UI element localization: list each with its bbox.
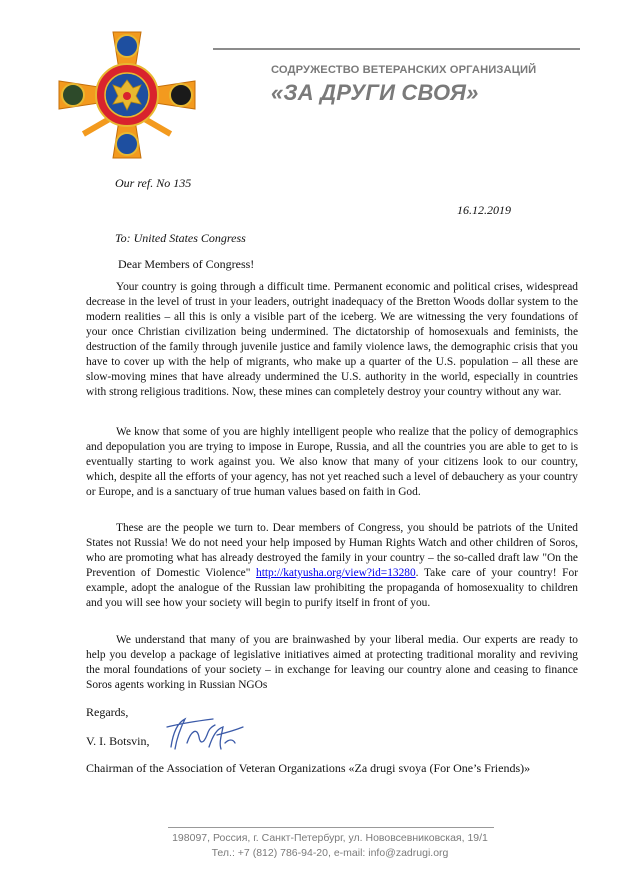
letter-date: 16.12.2019 [457,203,511,217]
cross-emblem [59,32,195,158]
salutation: Dear Members of Congress! [118,257,255,271]
paragraph-3 [86,521,578,611]
footer-contacts: Тел.: +7 (812) 786-94-20, e-mail: info@zadrugi.org [211,847,449,859]
paragraph-3-text-b: . Take care of your country! For example, adopt the analogue of the Russian law prohibiting the propaganda of homosexuality to children and you will see how your society will begin to purify itself in front of you. [86,567,578,609]
signature-icon [163,713,248,755]
organization-logo-icon [57,30,197,160]
katyusha-link[interactable]: http://katyusha.org/view?id=13280 [256,567,416,579]
closing: Regards, [86,705,129,719]
org-name-line2: «ЗА ДРУГИ СВОЯ» [271,80,479,105]
paragraph-4: We understand that many of you are brainwashed by your liberal media. Our experts are ready to help you develop a package of legislative initiatives aimed at protecting traditional morality and reviving the moral foundations of your society – in exchange for leaving our country alone and ceasing to finance Soros agents working in Russian NGOs [86,634,578,691]
reference-number: Our ref. No 135 [115,176,192,190]
recipient: To: United States Congress [115,231,246,245]
org-name-line1: СОДРУЖЕСТВО ВЕТЕРАНСКИХ ОРГАНИЗАЦИЙ [271,64,537,76]
paragraph-3-text-a: These are the people we turn to. Dear members of Congress, you should be patriots of the United States not Russia! We do not need your help imposed by Human Rights Watch and other children of Soros, who are promoting what has already destroyed the family in your country – the so-called draft law "On the Prevention of Domestic Violence" [86,522,578,579]
footer-divider [168,827,494,828]
header-divider [213,48,580,50]
signer-name: V. I. Botsvin, [86,734,150,748]
footer-address: 198097, Россия, г. Санкт-Петербург, ул. Нововсевниковская, 19/1 [172,832,488,844]
signer-title: Chairman of the Association of Veteran Organizations «Za drugi svoya (For One’s Friends)» [86,761,531,775]
paragraph-2: We know that some of you are highly intelligent people who realize that the policy of demographics and depopulation you are trying to impose in Europe, Russia, and all the countries you are able to get to is eventually starting to work against you. We also know that many of your citizens look to our country, which, despite all the efforts of your agency, has not yet reached such a level of debauchery as your country or Europe, and is a sanctuary of true human values based on faith in God. [86,426,578,498]
paragraph-1: Your country is going through a difficult time. Permanent economic and political crises, widespread decrease in the level of trust in your leaders, outright inadequacy of the Bretton Woods dollar system to the modern realities – all this is only a visible part of the iceberg. We are witnessing the very foundations of your once Christian civilization being undermined. The dictatorship of homosexuals and feminists, the destruction of the family through juvenile justice and family violence laws, the demographic crisis that you have to cover up with the help of migrants, who make up a quarter of the U.S. population – all these are slow-moving mines that have already undermined the U.S. authority in the world, especially in countries with strong religious traditions. Now, these mines can completely destroy your country without any war. [86,281,578,398]
